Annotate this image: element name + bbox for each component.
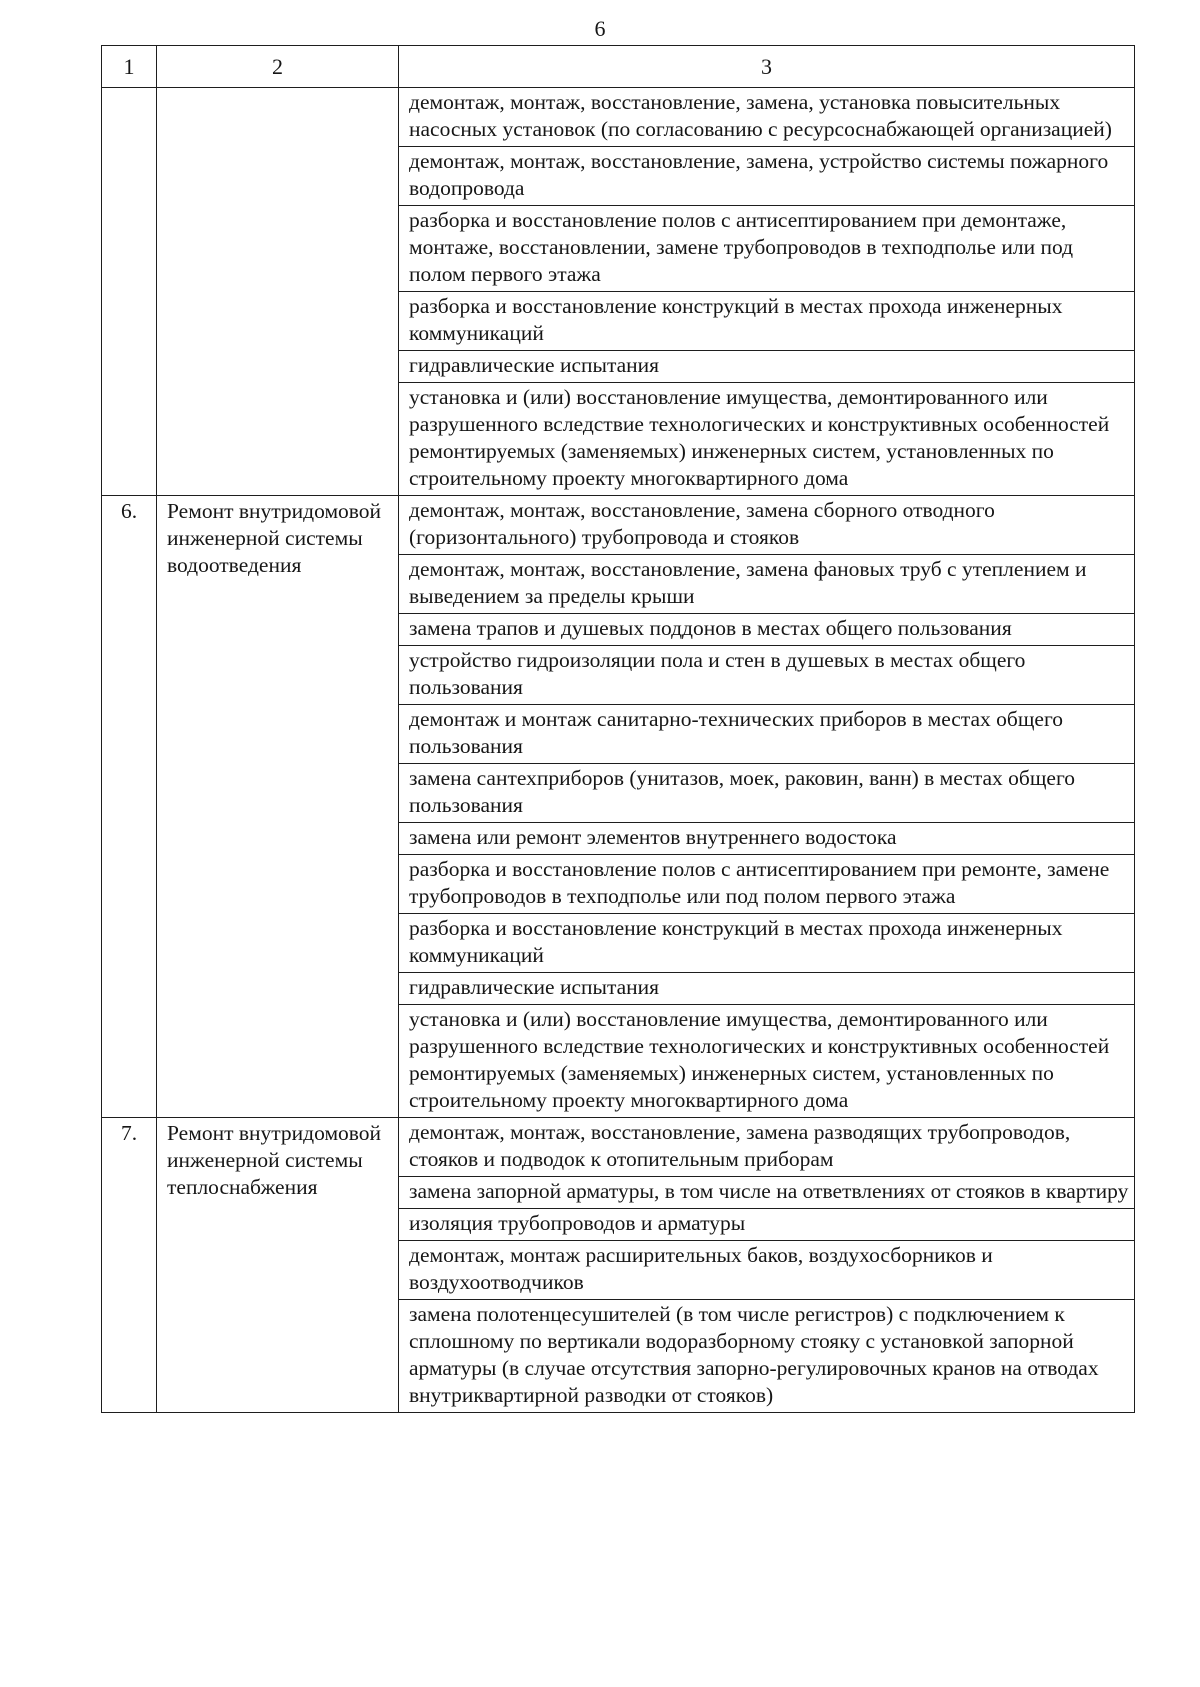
work-item: демонтаж, монтаж, восстановление, замена разводящих трубопроводов, стояков и подводок к отопительным приборам xyxy=(399,1118,1134,1177)
section-name xyxy=(157,88,398,90)
work-item: разборка и восстановление полов с антисептированием при демонтаже, монтаже, восстановлении, замене трубопроводов в техподполье или под полом первого этажа xyxy=(399,206,1134,292)
work-item: демонтаж и монтаж санитарно-технических приборов в местах общего пользования xyxy=(399,705,1134,764)
header-col-1: 1 xyxy=(102,46,157,88)
section-number-cell xyxy=(102,88,157,496)
section-name-cell xyxy=(157,1118,399,1413)
work-item: разборка и восстановление конструкций в местах прохода инженерных коммуникаций xyxy=(399,292,1134,351)
table-header-row xyxy=(102,46,1135,88)
work-item: установка и (или) восстановление имущества, демонтированного или разрушенного вследствие технологических и конструктивных особенностей ремонтируемых (заменяемых) инженерных систем, установленных по строительному проекту многоквартирного дома xyxy=(409,385,1110,490)
works-cell xyxy=(399,88,1135,496)
work-item: демонтаж, монтаж, восстановление, замена, устройство системы пожарного водопровода xyxy=(399,147,1134,206)
section-name: Ремонт внутридомовой инженерной системы водоотведения xyxy=(167,499,382,577)
header-col-2: 2 xyxy=(157,46,399,88)
section-name: Ремонт внутридомовой инженерной системы теплоснабжения xyxy=(167,1121,382,1199)
work-item: изоляция трубопроводов и арматуры xyxy=(399,1209,1134,1241)
section-7-row xyxy=(102,1118,1135,1413)
work-item: замена или ремонт элементов внутреннего водостока xyxy=(399,823,1134,855)
work-item: замена сантехприборов (унитазов, моек, раковин, ванн) в местах общего пользования xyxy=(399,764,1134,823)
work-item: замена трапов и душевых поддонов в местах общего пользования xyxy=(399,614,1134,646)
work-item: устройство гидроизоляции пола и стен в душевых в местах общего пользования xyxy=(399,646,1134,705)
work-item: демонтаж, монтаж расширительных баков, воздухосборников и воздухоотводчиков xyxy=(399,1241,1134,1300)
work-item: замена полотенцесушителей (в том числе регистров) с подключением к сплошному по вертикали водоразборному стояку с установкой запорной арматуры (в случае отсутствия запорно-регулировочных кранов на отводах внутриквартирной разводки от стояков) xyxy=(409,1302,1099,1407)
section-name-cell xyxy=(157,496,399,1118)
work-item: демонтаж, монтаж, восстановление, замена, установка повысительных насосных установок (по согласованию с ресурсоснабжающей организацией) xyxy=(399,88,1134,147)
work-item: установка и (или) восстановление имущества, демонтированного или разрушенного вследствие технологических и конструктивных особенностей ремонтируемых (заменяемых) инженерных систем, установленных по строительному проекту многоквартирного дома xyxy=(409,1007,1110,1112)
work-item: демонтаж, монтаж, восстановление, замена фановых труб с утеплением и выведением за пределы крыши xyxy=(399,555,1134,614)
works-cell xyxy=(399,496,1135,1118)
work-item: замена запорной арматуры, в том числе на ответвлениях от стояков в квартиру xyxy=(399,1177,1134,1209)
works-table xyxy=(101,45,1135,1413)
header-col-3: 3 xyxy=(399,46,1135,88)
work-item: разборка и восстановление полов с антисептированием при ремонте, замене трубопроводов в техподполье или под полом первого этажа xyxy=(399,855,1134,914)
section-6-row xyxy=(102,496,1135,1118)
section-continued-row xyxy=(102,88,1135,496)
section-number: 7. xyxy=(120,1121,138,1145)
work-item: разборка и восстановление конструкций в местах прохода инженерных коммуникаций xyxy=(399,914,1134,973)
work-item: гидравлические испытания xyxy=(399,351,1134,383)
section-number-cell xyxy=(102,1118,157,1413)
section-number-cell xyxy=(102,496,157,1118)
works-cell xyxy=(399,1118,1135,1413)
work-item: гидравлические испытания xyxy=(399,973,1134,1005)
section-number: 6. xyxy=(120,499,138,523)
section-name-cell xyxy=(157,88,399,496)
page-number: 6 xyxy=(594,16,606,41)
work-item: демонтаж, монтаж, восстановление, замена сборного отводного (горизонтального) трубопровода и стояков xyxy=(399,496,1134,555)
section-number xyxy=(102,88,156,90)
